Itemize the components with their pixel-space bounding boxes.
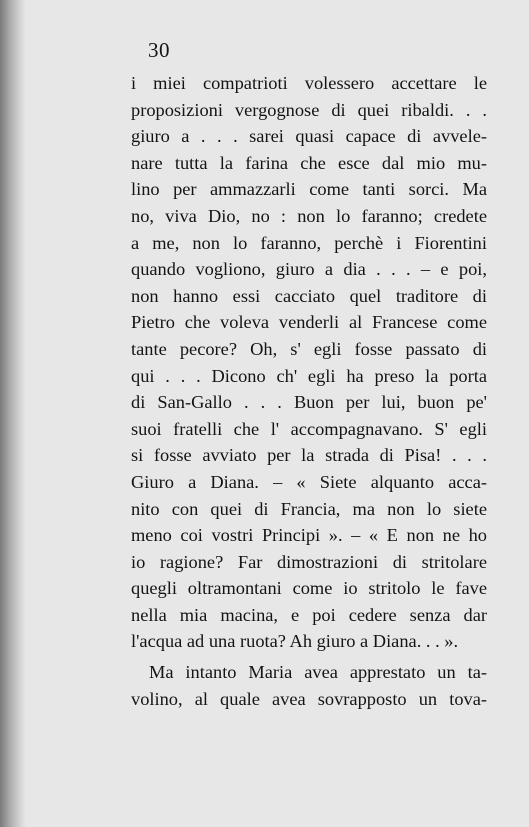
text-line: proposizioni vergognose di quei ribaldi. . . — [131, 99, 487, 120]
text-line: di San-Gallo . . . Buon per lui, buon pe' — [131, 392, 487, 413]
text-line: nare tutta la farina che esce dal mio mu- — [131, 152, 487, 173]
text-line: non hanno essi cacciato quel traditore di — [131, 285, 487, 306]
text-line: l'acqua ad una ruota? Ah giuro a Diana. . . ». — [131, 631, 459, 652]
text-line: Pietro che voleva venderli al Francese come — [131, 312, 487, 333]
page-number: 30 — [148, 38, 170, 62]
text-line: Giuro a Diana. – « Siete alquanto acca- — [131, 471, 487, 492]
text-line: volino, al quale avea sovrapposto un tova- — [131, 688, 487, 709]
text-line: giuro a . . . sarei quasi capace di avvele- — [131, 126, 487, 147]
text-line: quando vogliono, giuro a dia . . . – e poi, — [131, 259, 487, 280]
text-line: Ma intanto Maria avea apprestato un ta- — [149, 662, 487, 683]
body-text — [131, 70, 487, 712]
text-line: quegli oltramontani come io stritolo le fave — [131, 578, 487, 599]
text-line: meno coi vostri Principi ». – « E non ne ho — [131, 525, 487, 546]
text-line: lino per ammazzarli come tanti sorci. Ma — [131, 179, 487, 200]
text-line: a me, non lo faranno, perchè i Fiorentini — [131, 232, 487, 253]
text-line: suoi fratelli che l' accompagnavano. S' egli — [131, 418, 487, 439]
text-line: nella mia macina, e poi cedere senza dar — [131, 604, 487, 625]
text-line: tante pecore? Oh, s' egli fosse passato di — [131, 338, 487, 359]
text-line: si fosse avviato per la strada di Pisa! . . . — [131, 445, 487, 466]
text-line: qui . . . Dicono ch' egli ha preso la porta — [131, 365, 487, 386]
text-line: no, viva Dio, no : non lo faranno; credete — [131, 205, 487, 226]
text-line: i miei compatrioti volessero accettare le — [131, 73, 487, 93]
text-line: nito con quei di Francia, ma non lo siete — [131, 498, 487, 519]
text-line: io ragione? Far dimostrazioni di stritolare — [131, 551, 487, 572]
